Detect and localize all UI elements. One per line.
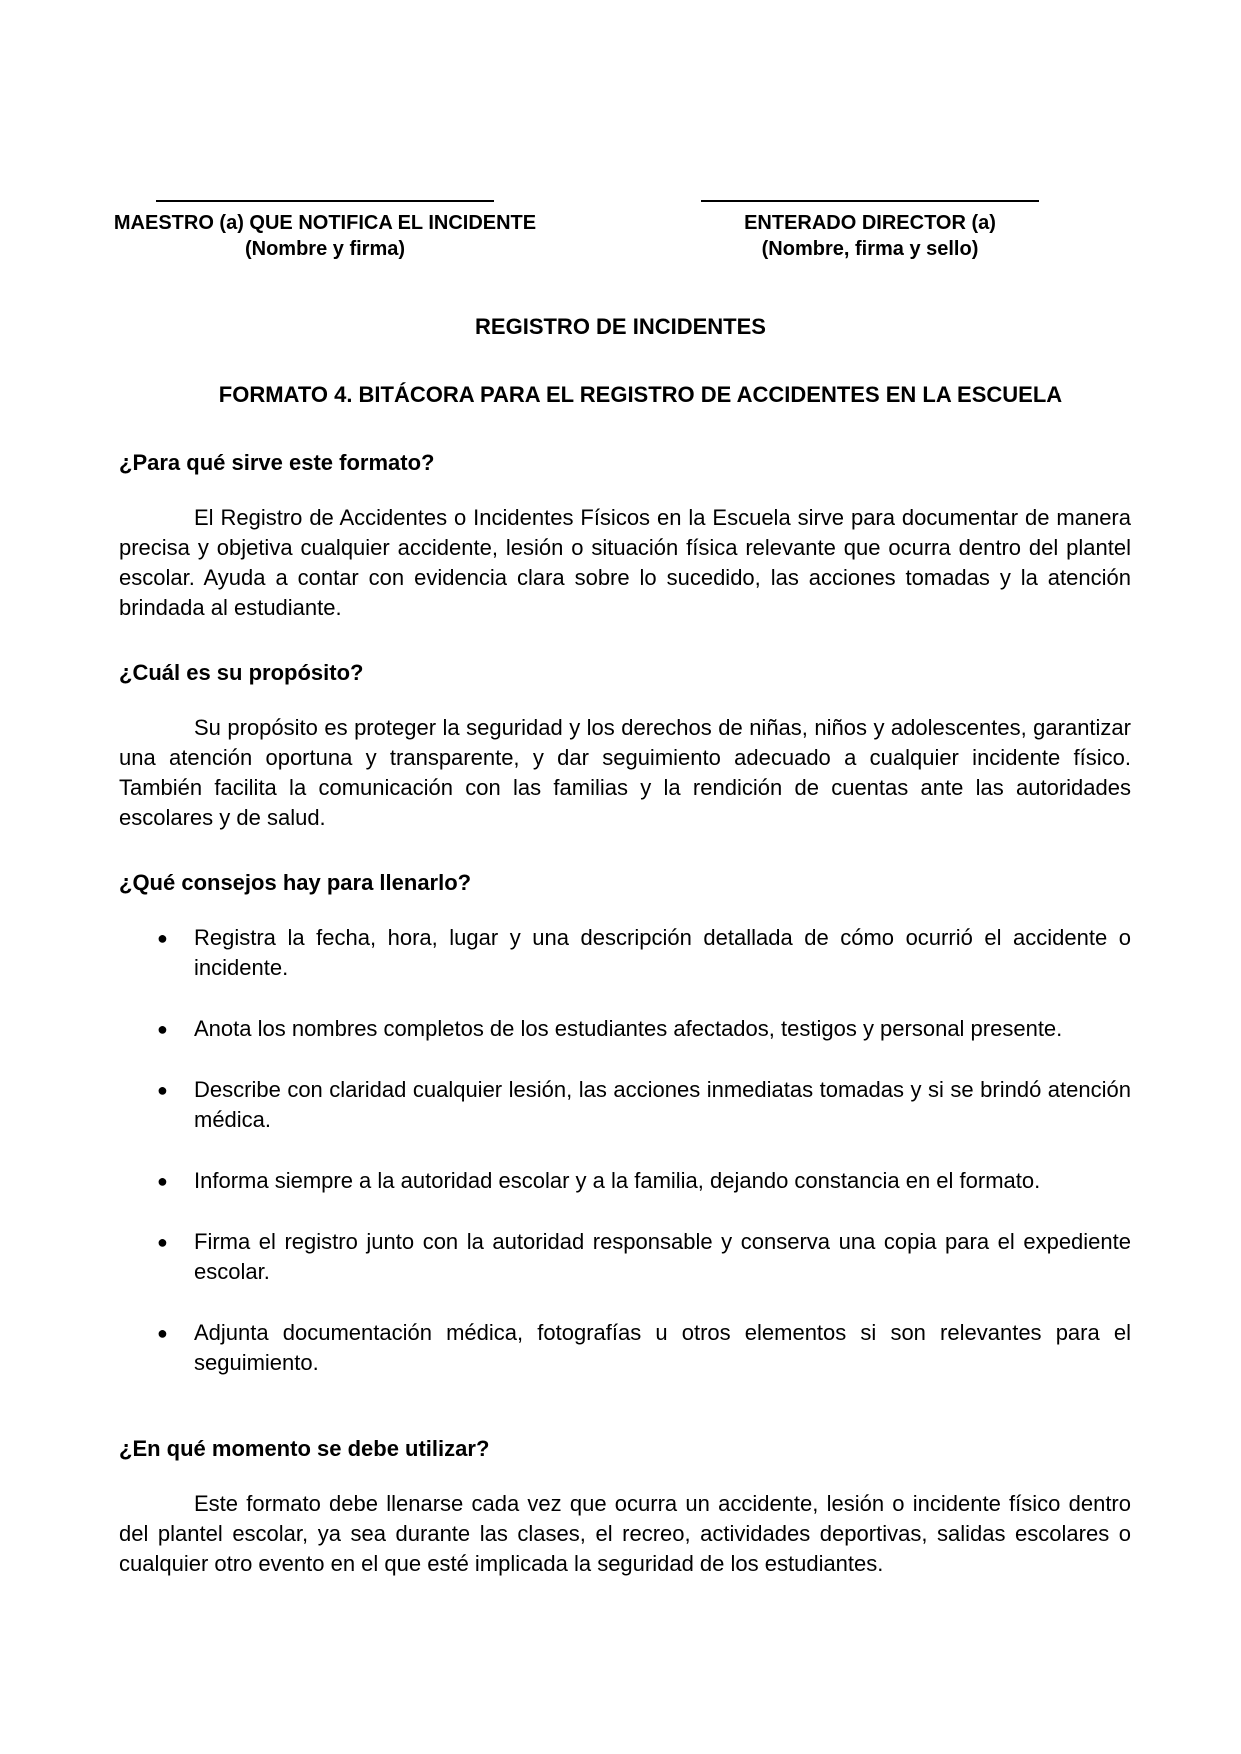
- bullet-icon: ●: [157, 1232, 168, 1252]
- tip-text: Registra la fecha, hora, lugar y una descripción detallada de cómo ocurrió el accidente o incidente.: [194, 925, 1131, 980]
- tip-text: Adjunta documentación médica, fotografías u otros elementos si son relevantes para el seguimiento.: [194, 1320, 1131, 1375]
- teacher-signature-title: MAESTRO (a) QUE NOTIFICA EL INCIDENTE: [113, 212, 537, 234]
- question-para-que: ¿Para qué sirve este formato?: [119, 450, 435, 475]
- paragraph-proposito: Su propósito es proteger la seguridad y los derechos de niñas, niños y adolescentes, garantizar una atención oportuna y transparente, y dar seguimiento adecuado a cualquier incidente físico. También facilita la comunicación con las familias y la rendición de cuentas ante las autoridades escolares y de salud.: [119, 715, 1131, 830]
- list-item: [119, 923, 1131, 983]
- bullet-icon: ●: [157, 1171, 168, 1191]
- paragraph-momento: Este formato debe llenarse cada vez que ocurra un accidente, lesión o incidente físico dentro del plantel escolar, ya sea durante las clases, el recreo, actividades deportivas, salidas escolares o cualquier otro evento en el que esté implicada la seguridad de los estudiantes.: [119, 1491, 1131, 1576]
- tip-text: Firma el registro junto con la autoridad responsable y conserva una copia para el expediente escolar.: [194, 1229, 1131, 1284]
- teacher-signature-block: [85, 200, 565, 262]
- document-body: [119, 448, 1131, 1579]
- director-signature-title: ENTERADO DIRECTOR (a): [744, 212, 996, 234]
- list-item: [119, 1014, 1131, 1044]
- director-signature-block: [670, 200, 1070, 262]
- tips-list: [119, 923, 1131, 1378]
- question-proposito: ¿Cuál es su propósito?: [119, 660, 364, 685]
- formato-heading: FORMATO 4. BITÁCORA PARA EL REGISTRO DE ACCIDENTES EN LA ESCUELA: [218, 382, 1063, 407]
- bullet-icon: ●: [157, 1323, 168, 1343]
- tip-text: Informa siempre a la autoridad escolar y a la familia, dejando constancia en el formato.: [194, 1168, 1041, 1193]
- list-item: [119, 1166, 1131, 1196]
- bullet-icon: ●: [157, 1080, 168, 1100]
- question-consejos: ¿Qué consejos hay para llenarlo?: [119, 870, 472, 895]
- bullet-icon: ●: [157, 1019, 168, 1039]
- list-item: [119, 1075, 1131, 1135]
- tip-text: Anota los nombres completos de los estudiantes afectados, testigos y personal presente.: [194, 1016, 1063, 1041]
- tip-text: Describe con claridad cualquier lesión, las acciones inmediatas tomadas y si se brindó atención médica.: [194, 1077, 1131, 1132]
- question-momento: ¿En qué momento se debe utilizar?: [119, 1436, 490, 1461]
- director-signature-subtitle: (Nombre, firma y sello): [761, 238, 979, 260]
- bullet-icon: ●: [157, 928, 168, 948]
- registro-heading: REGISTRO DE INCIDENTES: [475, 314, 766, 339]
- teacher-signature-line: [156, 200, 494, 202]
- director-signature-line: [701, 200, 1039, 202]
- teacher-signature-subtitle: (Nombre y firma): [244, 238, 406, 260]
- paragraph-para-que: El Registro de Accidentes o Incidentes Físicos en la Escuela sirve para documentar de manera precisa y objetiva cualquier accidente, lesión o situación física relevante que ocurra dentro del plantel escolar. Ayuda a contar con evidencia clara sobre lo sucedido, las acciones tomadas y la atención brindada al estudiante.: [119, 505, 1131, 620]
- list-item: [119, 1227, 1131, 1287]
- list-item: [119, 1318, 1131, 1378]
